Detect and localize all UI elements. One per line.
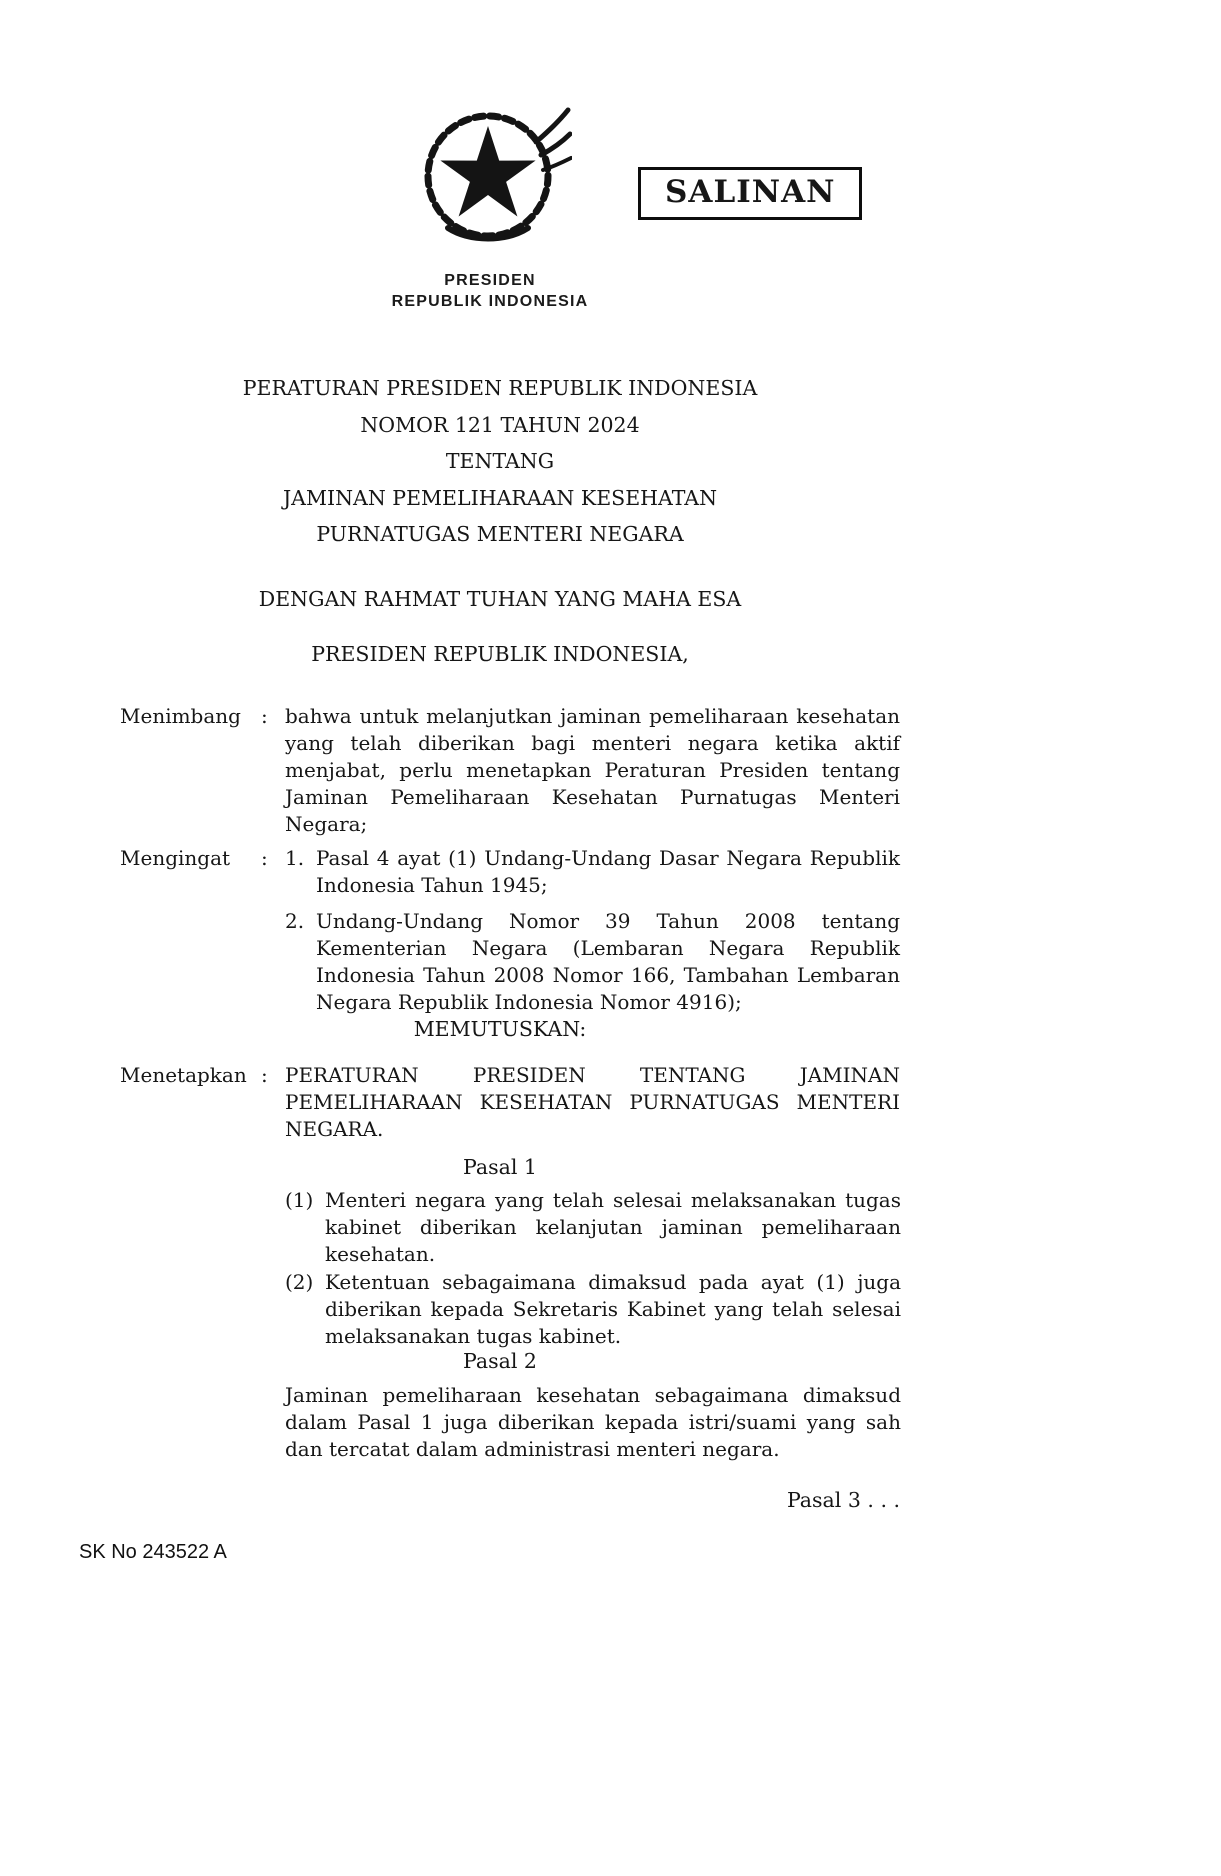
mengingat-item-2-text: Undang-Undang Nomor 39 Tahun 2008 tentang Kementerian Negara (Lembaran Negara Republik Indonesia Tahun 2008 Nomor 166, Tambahan Lembaran Negara Republik Indonesia Nomor 4916); (316, 909, 900, 1014)
pasal-1-item-2-text: Ketentuan sebagaimana dimaksud pada ayat (1) juga diberikan kepada Sekretaris Kabinet yang telah selesai melaksanakan tugas kabinet. (325, 1270, 901, 1348)
mengingat-clause (120, 845, 900, 1025)
pasal-1-item-1-text: Menteri negara yang telah selesai melaksanakan tugas kabinet diberikan kelanjutan jaminan pemeliharaan kesehatan. (325, 1188, 901, 1266)
preamble-authority: PRESIDEN REPUBLIK INDONESIA, (311, 642, 689, 666)
title-line-5: PURNATUGAS MENTERI NEGARA (316, 522, 684, 546)
pasal-1-item-2-number: (2) (285, 1270, 314, 1294)
pasal-1-heading: Pasal 1 (463, 1155, 537, 1179)
mengingat-item-1-number: 1. (285, 846, 305, 870)
title-line-1: PERATURAN PRESIDEN REPUBLIK INDONESIA (242, 376, 758, 400)
pasal-1-item (285, 1187, 901, 1268)
pasal-1-item-1-number: (1) (285, 1188, 314, 1212)
menimbang-colon: : (261, 704, 268, 728)
menimbang-label: Menimbang (120, 704, 241, 728)
garuda-star-emblem (408, 100, 572, 260)
title-line-2: NOMOR 121 TAHUN 2024 (360, 412, 640, 437)
salinan-stamp (638, 167, 862, 220)
continuation-note: Pasal 3 . . . (786, 1488, 900, 1512)
mengingat-items (285, 845, 900, 1016)
mengingat-item-2-number: 2. (285, 909, 305, 933)
letterhead-presiden: PRESIDEN (444, 272, 536, 289)
regulation-title (100, 370, 900, 553)
document-number: SK No 243522 A (79, 1541, 227, 1563)
menetapkan-colon: : (261, 1063, 268, 1087)
title-line-4: JAMINAN PEMELIHARAAN KESEHATAN (282, 485, 718, 510)
mengingat-label: Mengingat (120, 846, 231, 870)
title-line-3: TENTANG (445, 449, 555, 473)
menetapkan-label: Menetapkan (120, 1063, 247, 1087)
menetapkan-text: PERATURAN PRESIDEN TENTANG JAMINAN PEMELIHARAAN KESEHATAN PURNATUGAS MENTERI NEGARA. (285, 1063, 900, 1141)
pasal-2-text: Jaminan pemeliharaan kesehatan sebagaimana dimaksud dalam Pasal 1 juga diberikan kepada istri/suami yang sah dan tercatat dalam administrasi menteri negara. (285, 1383, 901, 1461)
salinan-label: SALINAN (665, 174, 836, 210)
letterhead (290, 270, 690, 312)
mengingat-colon: : (261, 846, 268, 870)
menimbang-text: bahwa untuk melanjutkan jaminan pemeliharaan kesehatan yang telah diberikan bagi menteri negara ketika aktif menjabat, perlu menetapkan Peraturan Presiden tentang Jaminan Pemeliharaan Kesehatan Purnatugas Menteri Negara; (285, 704, 900, 836)
pasal-2-heading: Pasal 2 (463, 1349, 537, 1373)
menetapkan-clause (120, 1062, 900, 1143)
garuda-star-emblem-graphic (408, 100, 572, 260)
mengingat-item (285, 908, 900, 1016)
memutuskan-heading: MEMUTUSKAN: (413, 1017, 587, 1041)
menimbang-clause (120, 703, 900, 838)
preamble-invocation: DENGAN RAHMAT TUHAN YANG MAHA ESA (258, 587, 742, 611)
mengingat-item (285, 845, 900, 899)
mengingat-item-1-text: Pasal 4 ayat (1) Undang-Undang Dasar Negara Republik Indonesia Tahun 1945; (316, 846, 900, 897)
pasal-1-item (285, 1269, 901, 1350)
letterhead-republik-indonesia: REPUBLIK INDONESIA (391, 293, 589, 310)
pasal-1-items (285, 1187, 901, 1351)
